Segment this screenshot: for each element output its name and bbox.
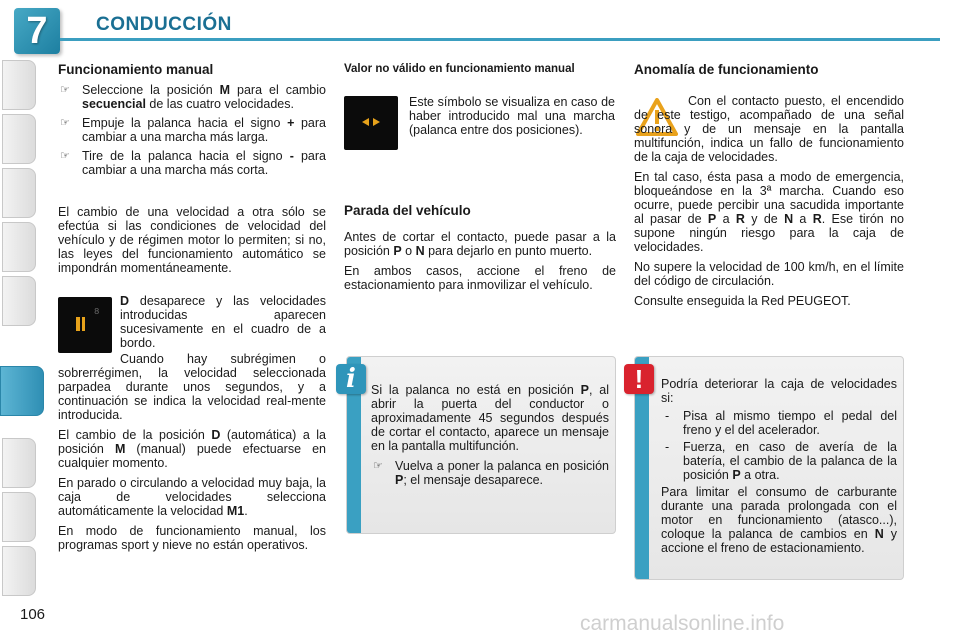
chapter-badge [14,8,60,54]
gear-digit-graphic [76,317,80,331]
list-item: ☞ Empuje la palanca hacia el signo + para cambiar a una marcha más larga. [60,116,327,144]
pointing-hand-icon: ☞ [60,84,70,96]
paragraph: En ambos casos, accione el freno de estacionamiento para inmovilizar el vehículo. [344,264,616,292]
paragraph: Consulte enseguida la Red PEUGEOT. [634,294,851,308]
side-tab-2[interactable] [2,114,36,164]
chapter-side-tabs [0,60,40,600]
list-item: ☞ Tire de la palanca hacia el signo - para cambiar a una marcha más corta. [60,149,326,177]
paragraph: El cambio de una velocidad a otra sólo se efectúa si las condiciones de velocidad del vehículo y de régimen motor lo permiten; si no, las leyes del funcionamiento automático se impondrán momentáneamente. [58,205,326,275]
invalid-text [409,95,615,143]
list-item: - Pisa al mismo tiempo el pedal del freno y el del acelerador. [665,409,897,437]
section-title-invalid: Valor no válido en funcionamiento manual [344,63,575,75]
pointing-hand-icon: ☞ [60,150,70,162]
middle-column [344,63,614,75]
stop-section [344,204,616,298]
invalid-gear-image [344,96,398,150]
invalid-gear-symbol-icon [344,96,398,150]
side-tab-5[interactable] [2,276,36,326]
header-rule [60,38,940,41]
pointing-hand-icon: ☞ [60,117,70,129]
caution-box-text [661,377,897,561]
page-number: 106 [20,606,46,623]
paragraph: Con el contacto puesto, el encendido de este testigo, acompañado de una señal sonora y de un mensaje en la pantalla multifunción, indica un fallo de funcionamiento de la caja de velocidades. [634,94,904,164]
watermark: carmanualsonline.info [580,612,785,635]
left-lower-text [58,352,326,558]
left-column [58,63,326,182]
paragraph: En parado o circulando a velocidad muy baja, la caja de velocidades selecciona automáticamente la velocidad M1. [58,476,326,518]
paragraph: Podría deteriorar la caja de velocidades si: [661,377,897,405]
side-tab-8[interactable] [2,492,36,542]
paragraph: En modo de funcionamiento manual, los programas sport y nieve no están operativos. [58,524,326,552]
side-tab-9[interactable] [2,546,36,596]
section-title-stop: Parada del vehículo [344,203,471,218]
info-box-text: Si la palanca no está en posición P, al abrir la puerta del conductor o aproximadamente 45 segundos después de cortar el contacto, aparece un mensaje en la pantalla multifunción. ☞ Vuelva a poner la palanca en posición P; el mensaje desaparece. [371,383,609,487]
info-box [346,356,616,534]
section-title-manual: Funcionamiento manual [58,62,214,77]
gear-display-image [58,297,112,353]
side-tab-active[interactable] [0,366,44,416]
page-title: CONDUCCIÓN [96,14,232,35]
caution-box [634,356,904,580]
list-item: ☞ Vuelva a poner la palanca en posición P; el mensaje desaparece. [373,459,609,487]
chapter-number: 7 [26,10,48,52]
list-item: - Fuerza, en caso de avería de la batería, el cambio de la palanca de la posición P a otra. [665,440,897,482]
gear-letter-graphic: 8 [94,307,100,317]
info-i-icon: i [336,364,366,394]
gear-digit-graphic [82,317,85,331]
left-d-text: D desaparece y las velocidades introducidas aparecen sucesivamente en el cuadro de a bordo. [120,294,326,350]
paragraph: No supere la velocidad de 100 km/h, en el límite del código de circulación. [634,260,904,288]
paragraph: El cambio de la posición D (automática) a la posición M (manual) puede efectuarse en cualquier momento. [58,428,326,470]
paragraph: Este símbolo se visualiza en caso de haber introducido mal una marcha (palanca entre dos posiciones). [409,95,615,137]
side-tab-7[interactable] [2,438,36,488]
exclamation-icon: ! [624,364,654,394]
right-column [634,63,904,77]
paragraph: Cuando hay subrégimen o sobrerrégimen, la velocidad seleccionada parpadea durante unos segundos, y a continuación se indica la velocidad real-mente introducida. [58,352,326,422]
section-title-anomaly: Anomalía de funcionamiento [634,62,819,77]
paragraph: Para limitar el consumo de carburante durante una parada prolongada con el motor en funcionamiento (atasco...), coloque la palanca de cambios en N y accione el freno de estacionamiento. [661,485,897,555]
list-item: ☞ Seleccione la posición M para el cambio secuencial de las cuatro velocidades. [60,83,326,111]
paragraph: En tal caso, ésta pasa a modo de emergencia, bloqueándose en la 3ª marcha. Cuando eso ocurre, puede percibir una sacudida importante al pasar de P a R y de N a R. Ese tirón no supone ningún riesgo para la caja de velocidades. [634,170,904,254]
side-tab-3[interactable] [2,168,36,218]
left-paragraph-block [58,205,326,281]
side-tab-4[interactable] [2,222,36,272]
pointing-hand-icon: ☞ [373,460,383,472]
anomaly-text [634,94,904,314]
paragraph: Antes de cortar el contacto, puede pasar a la posición P o N para dejarlo en punto muerto. [344,230,616,258]
side-tab-1[interactable] [2,60,36,110]
